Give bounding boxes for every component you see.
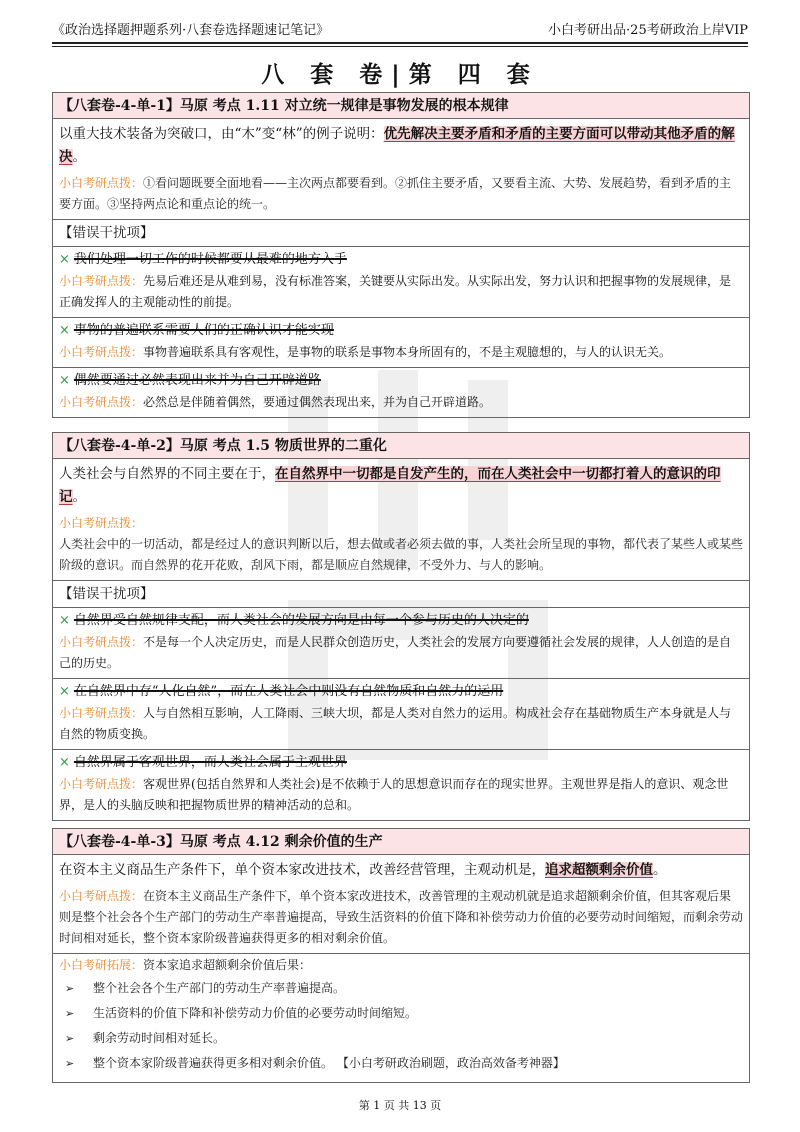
list-item <box>59 1001 743 1026</box>
note-text: 必然总是伴随着偶然，要通过偶然表现出来，并为自己开辟道路。 <box>143 395 492 409</box>
error-option <box>53 608 749 679</box>
note-text: 不是每一个人决定历史，而是人民群众创造历史，人类社会的发展方向要遵循社会发展的规律，人人创造的是自己的历史。 <box>59 635 732 670</box>
statement-text: 以重大技术装备为突破口，由“木”变“林”的例子说明： <box>59 126 384 142</box>
list-item <box>59 1026 743 1051</box>
wrong-statement: 事物的普遍联系需要人们的正确认识才能实现 <box>73 323 334 338</box>
header-divider <box>52 46 748 47</box>
header-right: 小白考研出品·25考研政治上岸VIP <box>548 23 748 38</box>
error-option <box>53 247 749 318</box>
wrong-statement: 自然界受自然规律支配，而人类社会的发展方向是由每一个参与历史的人决定的 <box>73 613 529 628</box>
arrow-bullet-icon: ➢ <box>65 982 75 995</box>
error-section-title: 【错误干扰项】 <box>53 581 749 608</box>
list-item-text: 生活资料的价值下降和补偿劳动力价值的必要劳动时间缩短。 <box>93 1006 418 1020</box>
note-label: 小白考研点拨： <box>59 777 144 791</box>
highlighted-answer: 在自然界中一切都是自发产生的，而在人类社会中一切都打着人的意识的印记 <box>59 466 721 505</box>
card-tag: 【八套卷-4-单-2】 <box>59 438 180 454</box>
extension-intro: 资本家追求超额剩余价值后果： <box>143 958 312 972</box>
highlighted-answer: 追求超额剩余价值 <box>545 862 653 878</box>
analysis-note <box>53 172 749 220</box>
correct-statement <box>53 119 749 172</box>
note-label: 小白考研点拨： <box>59 345 144 359</box>
wrong-mark-icon: × <box>59 373 70 388</box>
statement-text: 人类社会与自然界的不同主要在于， <box>59 466 275 482</box>
note-label: 小白考研点拨： <box>59 706 144 720</box>
note-label: 小白考研点拨： <box>59 176 144 190</box>
error-option <box>53 318 749 368</box>
error-section-title: 【错误干扰项】 <box>53 220 749 247</box>
list-item <box>59 1051 743 1076</box>
wrong-mark-icon: × <box>59 684 70 699</box>
card-topic: 马原 考点 1.11 对立统一规律是事物发展的根本规律 <box>179 98 509 114</box>
extension-label: 小白考研拓展： <box>59 958 144 972</box>
note-label: 小白考研点拨： <box>59 889 144 903</box>
arrow-bullet-icon: ➢ <box>65 1057 75 1070</box>
note-label: 小白考研点拨： <box>59 516 144 530</box>
question-card-1 <box>52 92 750 418</box>
wrong-mark-icon: × <box>59 755 70 770</box>
list-item-text: 整个社会各个生产部门的劳动生产率普遍提高。 <box>93 981 346 995</box>
wrong-statement: 自然界属于客观世界，而人类社会属于主观世界 <box>73 755 347 770</box>
statement-end: 。 <box>653 862 667 878</box>
header-left: 《政治选择题押题系列·八套卷选择题速记笔记》 <box>52 23 330 38</box>
card-tag: 【八套卷-4-单-3】 <box>59 834 180 850</box>
wrong-statement: 在自然界中存“人化自然”，而在人类社会中则没有自然物质和自然力的运用 <box>73 684 504 699</box>
note-label: 小白考研点拨： <box>59 395 144 409</box>
note-text: 先易后难还是从难到易，没有标准答案，关键要从实际出发。从实际出发，努力认识和把握事物的发展规律，是正确发挥人的主观能动性的前提。 <box>59 274 732 309</box>
note-text: 人与自然相互影响，人工降雨、三峡大坝，都是人类对自然力的运用。构成社会存在基础物质生产本身就是人与自然的物质变换。 <box>59 706 732 741</box>
wrong-mark-icon: × <box>59 252 70 267</box>
error-option <box>53 368 749 417</box>
list-item <box>59 976 743 1001</box>
statement-end: 。 <box>72 149 86 165</box>
page-header <box>52 18 748 44</box>
question-card-2 <box>52 432 750 821</box>
arrow-bullet-icon: ➢ <box>65 1032 75 1045</box>
question-card-3 <box>52 828 750 1083</box>
list-item-text: 剩余劳动时间相对延长。 <box>93 1031 226 1045</box>
note-text: 人类社会中的一切活动，都是经过人的意识判断以后，想去做或者必须去做的事，人类社会所呈现的事物，都代表了某些人或某些阶级的意识。而自然界的花开花败，刮风下雨，都是顺应自然规律，不受外力、与人的影响。 <box>59 537 744 572</box>
note-text: 客观世界(包括自然界和人类社会)是不依赖于人的思想意识而存在的现实世界。主观世界是指人的意识、观念世界，是人的头脑反映和把握物质世界的精神活动的总和。 <box>59 777 729 812</box>
note-label: 小白考研点拨： <box>59 635 144 649</box>
error-option <box>53 679 749 750</box>
note-text: 在资本主义商品生产条件下，单个资本家改进技术，改善管理的主观动机就是追求超额剩余价值，但其客观后果则是整个社会各个生产部门的劳动生产率普遍提高，导致生活资料的价值下降和补偿劳动力价值的必要劳动时间缩短，而剩余劳动时间相对延长，整个资本家阶级普遍获得更多的相对剩余价值。 <box>59 889 744 945</box>
analysis-note <box>53 512 749 581</box>
correct-statement <box>53 459 749 512</box>
card-topic: 马原 考点 4.12 剩余价值的生产 <box>179 834 383 850</box>
error-option <box>53 750 749 820</box>
list-item-text: 整个资本家阶级普遍获得更多相对剩余价值。 【小白考研政治刷题，政治高效备考神器】 <box>93 1056 565 1070</box>
card-tag: 【八套卷-4-单-1】 <box>59 98 180 114</box>
statement-end: 。 <box>72 489 86 505</box>
card-header <box>53 93 749 119</box>
card-header <box>53 433 749 459</box>
correct-statement <box>53 855 749 885</box>
highlighted-answer: 优先解决主要矛盾和矛盾的主要方面可以带动其他矛盾的解决 <box>59 126 735 165</box>
analysis-note <box>53 885 749 954</box>
arrow-bullet-icon: ➢ <box>65 1007 75 1020</box>
wrong-statement: 我们处理一切工作的时候都要从最难的地方入手 <box>73 252 347 267</box>
statement-text: 在资本主义商品生产条件下，单个资本家改进技术，改善经营管理，主观动机是， <box>59 862 545 878</box>
wrong-mark-icon: × <box>59 323 70 338</box>
page-title: 八 套 卷|第 四 套 <box>261 62 539 88</box>
note-label: 小白考研点拨： <box>59 274 144 288</box>
extension-note <box>53 954 749 1082</box>
wrong-mark-icon: × <box>59 613 70 628</box>
note-text: 事物普遍联系具有客观性，是事物的联系是事物本身所固有的，不是主观臆想的，与人的认识无关。 <box>143 345 672 359</box>
note-text: ①看问题既要全面地看——主次两点都要看到。②抓住主要矛盾，又要看主流、大势、发展趋势，看到矛盾的主要方面。③坚持两点论和重点论的统一。 <box>59 176 732 211</box>
card-topic: 马原 考点 1.5 物质世界的二重化 <box>179 438 387 454</box>
page-footer: 第 1 页 共 13 页 <box>358 1099 442 1112</box>
card-header <box>53 829 749 855</box>
wrong-statement: 偶然要通过必然表现出来并为自己开辟道路 <box>73 373 321 388</box>
